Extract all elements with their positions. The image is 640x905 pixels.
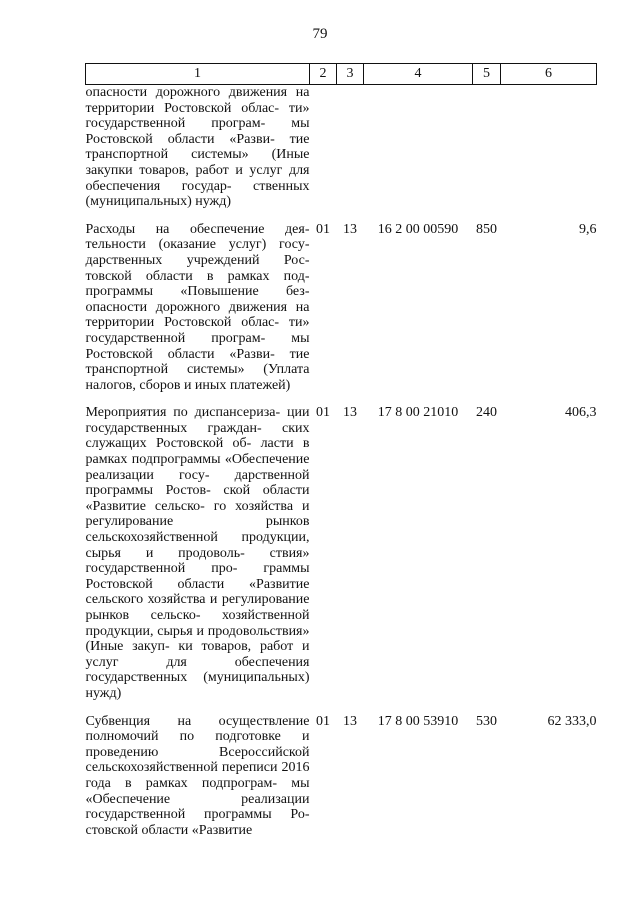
row-expense-type: 850 <box>476 221 497 237</box>
row-subsection-code: 13 <box>343 405 357 421</box>
table-row <box>86 222 597 406</box>
row-description: Мероприятия по диспансериза- ции государственных граждан- ских служащих Ростовской об- ласти в рамках подпрограммы «Обеспечение реализации госу- дарственной программы Ростов- ской области «Развитие сельско- го хозяйства и регулирование рынков сельскохозяйственной продукции, сырья и продоволь- ствия» государственной про- граммы Ростовской области «Развитие сельского хозяйства и регулирование рынков сельско- хозяйственной продукции, сырья и продовольствия» (Иные закуп- ки товаров, работ и услуг для обеспечения государственных (муниципальных) нужд) <box>85 405 310 701</box>
header-col-3: 3 <box>337 64 364 85</box>
row-amount: 62 333,0 <box>547 713 597 729</box>
row-section-code: 01 <box>316 221 330 237</box>
row-description: Субвенция на осуществление полномочий по подготовке и проведению Всероссийской сельскохозяйственной переписи 2016 года в рамках подпрограм- мы «Обеспечение реализации государственной программы Ро- стовской области «Развитие <box>85 713 310 838</box>
header-col-2: 2 <box>310 64 337 85</box>
row-section-code <box>310 85 337 222</box>
table-header-row <box>86 64 597 85</box>
row-description: Расходы на обеспечение дея- тельности (оказание услуг) госу- дарственных учреждений Рос- товской области в рамках под- программы «Повышение без- опасности дорожного движения на территории Ростовской облас- ти» государственной програм- мы Ростовской области «Разви- тие транспортной системы» (Уплата налогов, сборов и иных платежей) <box>85 221 310 393</box>
row-expense-type: 240 <box>476 405 497 421</box>
row-expense-type <box>473 85 501 222</box>
row-section-code: 01 <box>316 713 330 729</box>
header-col-1: 1 <box>86 64 310 85</box>
table-row <box>86 714 597 851</box>
row-target-article: 16 2 00 00590 <box>377 221 459 237</box>
header-col-6: 6 <box>501 64 597 85</box>
table-row <box>86 405 597 713</box>
row-expense-type: 530 <box>476 713 497 729</box>
row-subsection-code: 13 <box>343 713 357 729</box>
row-section-code: 01 <box>316 405 330 421</box>
table-row <box>86 85 597 222</box>
row-subsection-code: 13 <box>343 221 357 237</box>
row-amount <box>501 85 597 222</box>
row-target-article: 17 8 00 21010 <box>377 405 459 421</box>
row-amount: 406,3 <box>565 405 597 421</box>
row-target-article <box>364 85 473 222</box>
row-description: опасности дорожного движения на территории Ростовской облас- ти» государственной програм- мы Ростовской области «Разви- тие транспортной системы» (Иные закупки товаров, работ и услуг для обеспечения государ- ственных (муниципальных) нужд) <box>85 85 310 210</box>
budget-table <box>85 63 597 850</box>
row-target-article: 17 8 00 53910 <box>377 713 459 729</box>
page-number: 79 <box>312 26 328 42</box>
header-col-5: 5 <box>473 64 501 85</box>
row-subsection-code <box>337 85 364 222</box>
row-amount: 9,6 <box>579 221 597 237</box>
header-col-4: 4 <box>364 64 473 85</box>
